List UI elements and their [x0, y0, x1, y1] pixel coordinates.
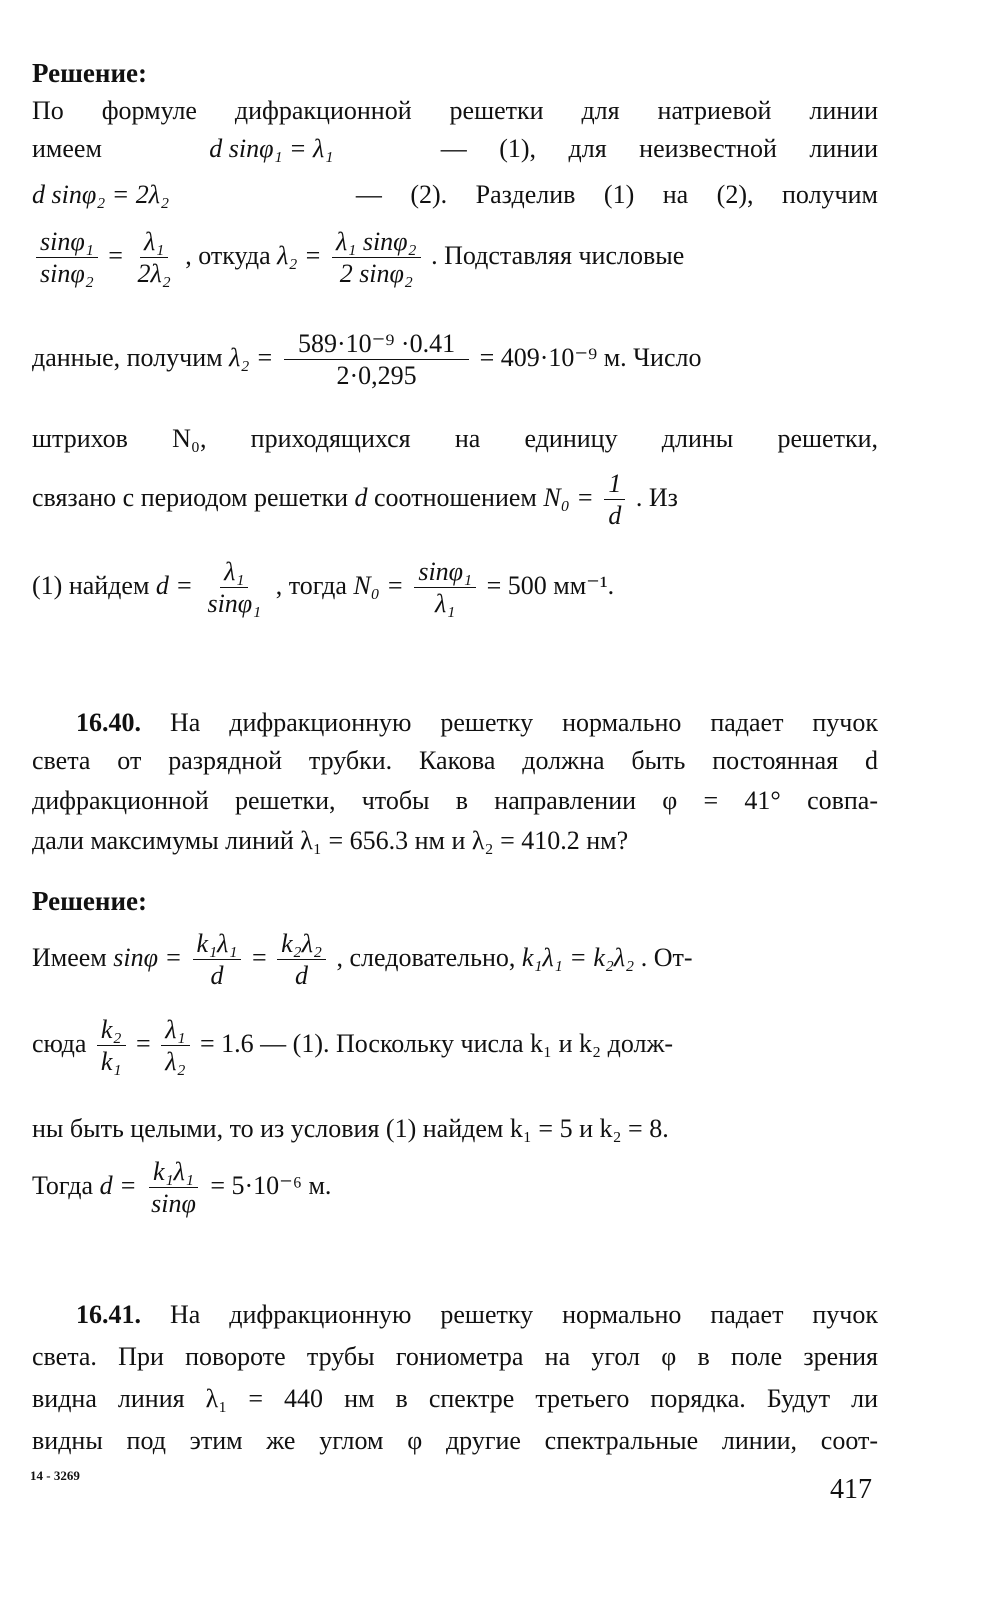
numerator: λ₁ [220, 558, 248, 588]
text-fragment: Имеем [32, 942, 107, 972]
formula: d sinφ₂ = 2λ₂ [32, 180, 170, 209]
text-fragment: = 5·10⁻⁶ м. [210, 1170, 332, 1200]
text-fragment: = 1.6 — (1). Поскольку числа k₁ и k₂ долж- [200, 1028, 674, 1058]
text-line [32, 180, 878, 210]
formula: N₀ = [353, 570, 404, 600]
text-line [32, 134, 878, 164]
equals-sign: = [108, 240, 123, 270]
formula-line [32, 330, 878, 390]
denominator: λ₁ [435, 589, 456, 619]
formula-line [32, 930, 878, 990]
text-fragment: , откуда [185, 240, 271, 270]
solution-heading: Решение: [32, 58, 147, 88]
denominator: d [210, 961, 224, 991]
numerator: k₁λ₁ [193, 930, 242, 960]
text-fragment: = 500 мм⁻¹. [486, 570, 615, 600]
problem-line: дифракционной решетки, чтобы в направлении φ = 41° совпа- [32, 786, 878, 815]
problem-line: видна линия λ₁ = 440 нм в спектре третьего порядка. Будут ли [32, 1384, 878, 1413]
formula: λ₂ = [277, 240, 322, 270]
denominator: 2λ₂ [137, 259, 171, 289]
fraction [193, 930, 242, 990]
text-fragment: данные, получим [32, 342, 223, 372]
fraction [332, 228, 421, 288]
numerator: λ₁ [161, 1016, 189, 1046]
fraction [36, 228, 98, 288]
formula-line [32, 1158, 878, 1218]
formula: d [354, 482, 368, 512]
formula-line [32, 558, 878, 618]
numerator: 1 [604, 470, 625, 500]
numerator: 589·10⁻⁹ ·0.41 [284, 330, 469, 360]
denominator: λ₂ [165, 1047, 186, 1077]
formula: d = [155, 570, 193, 600]
numerator: k₁λ₁ [149, 1158, 198, 1188]
denominator: d [608, 501, 622, 531]
problem-line [32, 708, 878, 738]
text-fragment: — (1), для неизвестной линии [440, 134, 878, 163]
numerator: sinφ₁ [414, 558, 476, 588]
fraction [277, 930, 326, 990]
numerator: λ₁ [140, 228, 168, 258]
problem-line [32, 1300, 878, 1330]
text-fragment: — (2). Разделив (1) на (2), получим [355, 180, 878, 209]
formula: sinφ = [113, 942, 183, 972]
text-fragment: Тогда [32, 1170, 94, 1200]
text-fragment: , тогда [275, 570, 347, 600]
fraction [147, 1158, 200, 1218]
fraction [414, 558, 476, 618]
formula: N₀ = [543, 482, 594, 512]
text-fragment: , следовательно, [336, 942, 516, 972]
text-fragment: . Из [635, 482, 678, 512]
fraction [161, 1016, 189, 1076]
problem-line: видны под этим же углом φ другие спектральные линии, соот- [32, 1426, 878, 1455]
problem-number: 16.40. [76, 708, 141, 737]
problem-number: 16.41. [76, 1300, 141, 1329]
fraction [203, 558, 265, 618]
denominator: d [295, 961, 309, 991]
text-fragment: (1) найдем [32, 570, 150, 600]
text-line: По формуле дифракционной решетки для натриевой линии [32, 96, 878, 125]
formula-line [32, 1016, 878, 1076]
fraction [133, 228, 174, 288]
text-fragment: . Подставляя числовые [431, 240, 685, 270]
numerator: λ₁ sinφ₂ [332, 228, 421, 258]
text-fragment: = 409·10⁻⁹ м. Число [479, 342, 702, 372]
fraction [97, 1016, 126, 1076]
page-number: 417 [830, 1474, 872, 1505]
text-fragment: сюда [32, 1028, 87, 1058]
text-fragment: имеем [32, 134, 102, 163]
formula: λ₂ = [229, 342, 274, 372]
equals-sign: = [251, 942, 267, 972]
solution-heading: Решение: [32, 886, 147, 916]
text-line: штрихов N₀, приходящихся на единицу длины решетки, [32, 424, 878, 453]
problem-line: света от разрядной трубки. Какова должна быть постоянная d [32, 746, 878, 775]
formula: k₁λ₁ = k₂λ₂ [521, 942, 635, 972]
numerator: k₂λ₂ [277, 930, 326, 960]
problem-line: света. При повороте трубы гониометра на угол φ в поле зрения [32, 1342, 878, 1371]
denominator: sinφ₁ [207, 589, 262, 619]
denominator: sinφ₂ [40, 259, 94, 289]
signature-mark: 14 - 3269 [30, 1468, 80, 1483]
text-fragment: На дифракционную решетку нормально падает пучок [169, 1300, 879, 1329]
text-fragment: . От- [640, 942, 693, 972]
denominator: 2 sinφ₂ [339, 259, 413, 289]
formula-line [32, 470, 878, 530]
fraction [284, 330, 469, 390]
text-fragment: На дифракционную решетку нормально падает пучок [169, 708, 879, 737]
formula-line [32, 228, 878, 288]
fraction [604, 470, 625, 530]
formula: d sinφ₁ = λ₁ [209, 134, 334, 163]
denominator: k₁ [100, 1047, 122, 1077]
denominator: sinφ [151, 1189, 196, 1219]
problem-line: дали максимумы линий λ₁ = 656.3 нм и λ₂ = 410.2 нм? [32, 826, 629, 855]
formula: d = [99, 1170, 137, 1200]
numerator: sinφ₁ [36, 228, 98, 258]
numerator: k₂ [97, 1016, 126, 1046]
text-fragment: соотношением [374, 482, 537, 512]
text-fragment: связано с периодом решетки [32, 482, 349, 512]
text-line: ны быть целыми, то из условия (1) найдем k₁ = 5 и k₂ = 8. [32, 1114, 669, 1143]
equals-sign: = [136, 1028, 151, 1058]
denominator: 2·0,295 [336, 361, 417, 391]
